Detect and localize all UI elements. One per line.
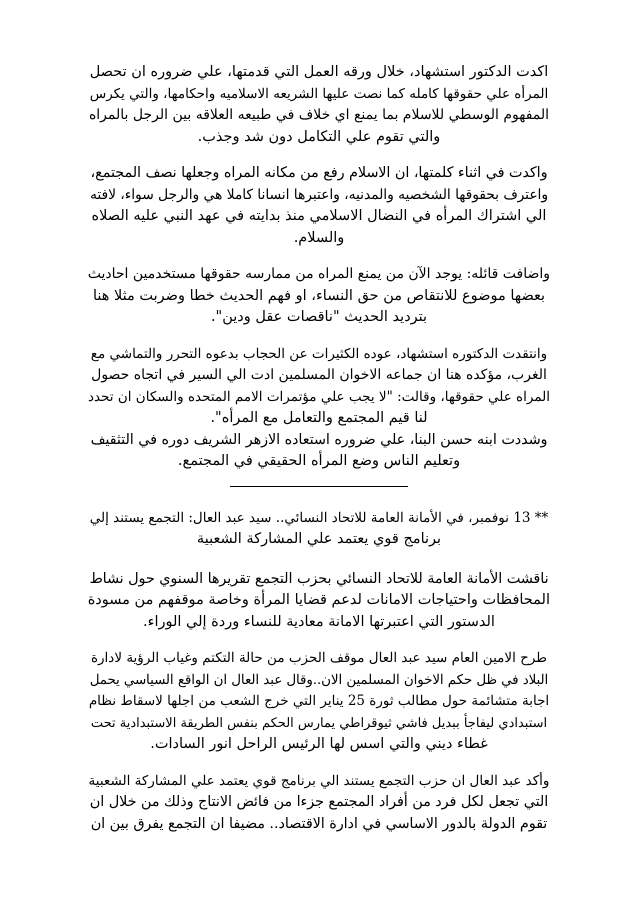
text-line: وانتقدت الدكتوره استشهاد، عوده الكثيرات عن الحجاب بدعوه التحرر والتماشي مع	[90, 345, 548, 362]
text-line: وشددت ابنه حسن البنا، علي ضروره استعاده الازهر الشريف دوره في التثقيف	[90, 431, 548, 448]
text-line: غطاء ديني والتي اسس لها الرئيس الراحل انور السادات.	[150, 736, 488, 752]
text-line: واضافت قائله: يوجد الآن من يمنع المراه من ممارسه حقوقها مستخدمين احاديث	[87, 266, 550, 282]
paragraph-7	[88, 771, 550, 836]
text-line: لنا قيم المجتمع والتعامل مع المرأه".	[210, 410, 428, 426]
text-line: البلاد في ظل حكم الاخوان المسلمين الان..وقال عبد العال ان الواقع السياسي يحمل	[89, 672, 549, 688]
heading-line: ** 13 نوفمبر، في الأمانة العامة للاتحاد النسائي.. سيد عبد العال: التجمع يستند إلي	[89, 509, 549, 526]
text-line: بترديد الحديث "ناقصات عقل ودين".	[210, 309, 428, 325]
section-divider	[230, 486, 408, 487]
text-line: استبدادي ليفاجأ ببديل فاشي ثيوقراطي يمارس الحكم بنفس الطريقة الاستبدادية تحت	[90, 715, 548, 731]
text-line: الي اشتراك المرأه في النضال الاسلامي منذ بدايته في عهد النبي عليه الصلاه	[91, 208, 547, 224]
text-line: والتي تقوم علي التكامل دون شد وجذب.	[197, 128, 441, 145]
text-line: بعضها موضوع للانتقاص من حق النساء، او فهم الحديث خطا وضربت مثلا هنا	[92, 287, 546, 304]
paragraph-4	[88, 344, 550, 473]
text-line: وتعليم الناس وضع المرأه الحقيقي في المجتمع.	[177, 453, 461, 469]
text-line: طرح الامين العام سيد عبد العال موقف الحزب من حالة التكتم وغياب الرؤية لادارة	[90, 650, 548, 666]
text-line: الغرب، مؤكده هنا ان جماعه الاخوان المسلمين ادت الي السير في اتجاه حصول	[91, 367, 547, 383]
news-heading	[88, 508, 550, 551]
paragraph-1	[88, 62, 550, 148]
text-line: الدستور التي اعتبرتها الامانة معادية للنساء وردة إلي الوراء.	[143, 613, 495, 630]
text-line: والسلام.	[293, 229, 345, 246]
text-line: ناقشت الأمانة العامة للاتحاد النسائي بحزب التجمع تقريرها السنوي حول نشاط	[89, 570, 549, 587]
text-line: التي تجعل لكل فرد من أفراد المجتمع جزءا من فائض الانتاج وذلك من خلال ان	[89, 794, 549, 810]
heading-line: برنامج قوي يعتمد علي المشاركة الشعبية	[196, 531, 442, 547]
text-line: اجابة متشائمة حول مطالب ثورة 25 يناير التي خرج الشعب من اجلها لاسقاط نظام	[88, 693, 550, 709]
paragraph-3	[88, 264, 550, 329]
text-line: المفهوم الوسطي للاسلام بما يمنع اي خلاف في طبيعه العلاقه بين الرجل بالمراه	[88, 107, 550, 123]
text-line: اكدت الدكتور استشهاد، خلال ورقه العمل التي قدمتها، علي ضروره ان تحصل	[89, 64, 549, 80]
text-line: وأكد عبد العال ان حزب التجمع يستند الي برنامج قوي يعتمد علي المشاركة الشعبية	[88, 772, 550, 789]
document-body	[88, 62, 550, 850]
text-line: المرأه علي حقوقها كامله كما نصت عليها الشريعه الاسلاميه واحكامها، والتي يكرس	[89, 85, 549, 102]
text-line: المراه علي حقوقها، وقالت: "لا يجب علي مؤتمرات الامم المتحده والسكان ان تحدد	[87, 388, 550, 405]
text-line: واكدت في اثناء كلمتها، ان الاسلام رفع من مكانه المراه وجعلها نصف المجتمع،	[90, 165, 548, 181]
paragraph-5	[88, 569, 550, 634]
paragraph-6	[88, 648, 550, 756]
text-line: تقوم الدولة بالدور الاساسي في ادارة الاقتصاد.. مضيفا ان التجمع يفرق بين ان	[90, 815, 548, 832]
paragraph-2	[88, 163, 550, 249]
text-line: المحافظات واحتياجات الامانات لدعم قضايا المرأة وخاصة موقفهم من مسودة	[87, 592, 550, 608]
text-line: واعترف بحقوقها الشخصيه والمدنيه، واعتبرها انسانا كاملا هي والرجل سواء، لافته	[90, 186, 548, 203]
